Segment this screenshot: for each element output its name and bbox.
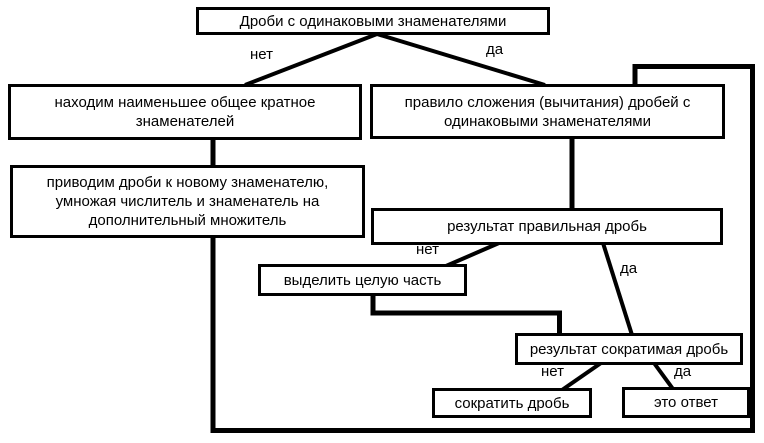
edge-label-proper-no: нет	[416, 241, 439, 258]
node-find-lcm: находим наименьшее общее кратное знаменателей	[8, 84, 362, 140]
edge-label-proper-yes: да	[620, 260, 638, 277]
edge-label-start-no: нет	[250, 46, 273, 63]
node-reduce-fraction: сократить дробь	[432, 388, 592, 418]
node-addition-rule: правило сложения (вычитания) дробей с одинаковыми знаменателями	[370, 84, 725, 139]
edge-extract-to-reducible-line	[373, 294, 560, 335]
node-extract-whole: выделить целую часть	[258, 264, 467, 296]
edge-reducible-no-line	[562, 363, 601, 390]
node-answer: это ответ	[622, 387, 750, 418]
node-result-reducible: результат сократимая дробь	[515, 333, 743, 365]
edge-proper-no-line	[446, 243, 499, 266]
edge-start-yes-line	[377, 34, 545, 85]
node-start: Дроби с одинаковыми знаменателями	[196, 7, 550, 35]
edge-label-start-yes: да	[486, 41, 504, 58]
edge-reducible-yes-line	[654, 363, 673, 389]
node-result-proper: результат правильная дробь	[371, 208, 723, 245]
edge-proper-yes-line	[603, 243, 632, 335]
edge-label-reducible-no: нет	[541, 363, 564, 380]
edge-label-reducible-yes: да	[674, 363, 692, 380]
node-convert-denominator: приводим дроби к новому знаменателю, умножая числитель и знаменатель на дополнительный множитель	[10, 165, 365, 238]
